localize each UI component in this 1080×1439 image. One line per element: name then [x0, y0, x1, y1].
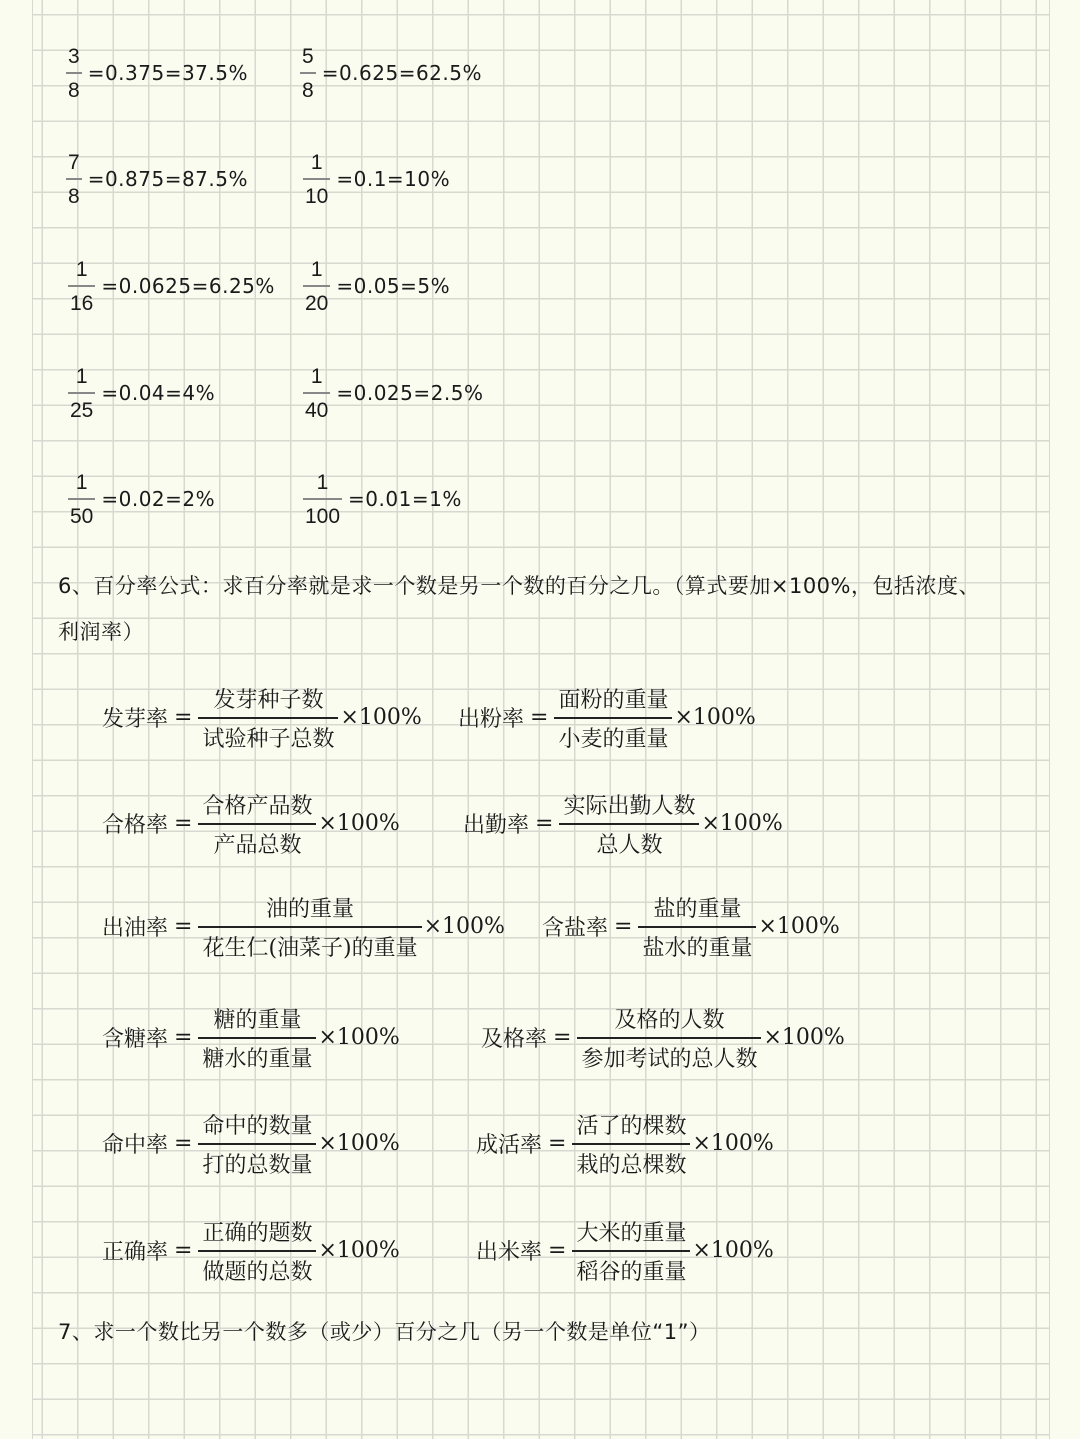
- formula-name: 出米率: [476, 1240, 543, 1266]
- formula-denominator: 盐水的重量: [642, 935, 753, 961]
- formula: [476, 1109, 774, 1179]
- fraction-numerator: 1: [75, 258, 88, 281]
- fraction-equation: =0.05=5%: [336, 274, 451, 299]
- formula-fraction: [572, 1216, 690, 1286]
- fraction: [303, 152, 330, 207]
- formula-name: 出粉率: [458, 707, 525, 733]
- equals-sign: =: [174, 705, 193, 731]
- formula-numerator: 正确的题数: [202, 1221, 313, 1246]
- fraction-numerator: 1: [310, 365, 323, 388]
- formula-numerator: 发芽种子数: [213, 688, 324, 713]
- formula-name: 及格率: [481, 1027, 548, 1053]
- fraction-item: [303, 366, 483, 421]
- formula-denominator: 做题的总数: [202, 1259, 313, 1285]
- fraction: [68, 259, 95, 314]
- formula-name: 命中率: [102, 1133, 169, 1159]
- times-100-percent: ×100%: [318, 811, 400, 837]
- equals-sign: =: [530, 705, 549, 731]
- fraction-denominator: 8: [68, 184, 80, 208]
- formula-name: 合格率: [102, 813, 169, 839]
- formula: [542, 892, 840, 962]
- equals-sign: =: [548, 1238, 567, 1264]
- fraction-item: [68, 472, 215, 527]
- fraction-equation: =0.875=87.5%: [87, 167, 248, 192]
- formula: [476, 1216, 774, 1286]
- formula-name: 出勤率: [463, 813, 530, 839]
- fraction-item: [68, 366, 215, 421]
- formula-numerator: 大米的重量: [576, 1221, 687, 1246]
- fraction-numerator: 1: [310, 151, 323, 174]
- fraction-numerator: 1: [75, 365, 88, 388]
- formula-fraction: [559, 789, 699, 859]
- formula-denominator: 打的总数量: [202, 1152, 313, 1178]
- times-100-percent: ×100%: [318, 1131, 400, 1157]
- formula-denominator: 产品总数: [213, 832, 302, 858]
- formula-denominator: 试验种子总数: [202, 726, 335, 752]
- fraction: [68, 472, 95, 527]
- formula: [102, 1216, 400, 1286]
- fraction-item: [66, 152, 248, 207]
- fraction-item: [303, 152, 450, 207]
- equals-sign: =: [535, 811, 554, 837]
- section-7-heading: 7、求一个数比另一个数多（或少）百分之几（另一个数是单位“1”）: [58, 1320, 711, 1344]
- equals-sign: =: [548, 1131, 567, 1157]
- fraction-numerator: 1: [75, 471, 88, 494]
- fraction: [303, 259, 330, 314]
- fraction-equation: =0.04=4%: [101, 381, 216, 406]
- times-100-percent: ×100%: [758, 914, 840, 940]
- formula-denominator: 花生仁(油菜子)的重量: [202, 935, 418, 961]
- formula-fraction: [572, 1109, 690, 1179]
- fraction: [300, 46, 316, 101]
- formula-fraction: [577, 1003, 761, 1073]
- formula: [102, 1003, 400, 1073]
- times-100-percent: ×100%: [423, 914, 505, 940]
- fraction-equation: =0.1=10%: [336, 167, 451, 192]
- formula-numerator: 面粉的重量: [558, 688, 669, 713]
- formula-numerator: 及格的人数: [614, 1008, 725, 1033]
- formula: [463, 789, 783, 859]
- fraction-equation: =0.625=62.5%: [321, 61, 482, 86]
- formula: [481, 1003, 845, 1073]
- fraction-denominator: 8: [68, 78, 80, 102]
- fraction-item: [66, 46, 248, 101]
- fraction-numerator: 7: [68, 151, 80, 174]
- times-100-percent: ×100%: [318, 1025, 400, 1051]
- formula-fraction: [638, 892, 756, 962]
- formula-denominator: 参加考试的总人数: [581, 1046, 758, 1072]
- equals-sign: =: [174, 1131, 193, 1157]
- formula: [102, 683, 422, 753]
- formula-numerator: 盐的重量: [653, 897, 742, 922]
- times-100-percent: ×100%: [674, 705, 756, 731]
- formula-numerator: 活了的棵数: [576, 1114, 687, 1139]
- formula-name: 含糖率: [102, 1027, 169, 1053]
- section-6-heading: 6、百分率公式：求百分率就是求一个数是另一个数的百分之几。（算式要加×100%，包括浓度、: [58, 574, 980, 598]
- formula-name: 正确率: [102, 1240, 169, 1266]
- fraction-equation: =0.02=2%: [101, 487, 216, 512]
- fraction-denominator: 10: [305, 184, 329, 208]
- formula-numerator: 糖的重量: [213, 1008, 302, 1033]
- formula-name: 成活率: [476, 1133, 543, 1159]
- formula-numerator: 油的重量: [266, 897, 355, 922]
- formula: [102, 1109, 400, 1179]
- times-100-percent: ×100%: [763, 1025, 845, 1051]
- equals-sign: =: [174, 914, 193, 940]
- equals-sign: =: [614, 914, 633, 940]
- fraction: [68, 366, 95, 421]
- formula-denominator: 栽的总棵数: [576, 1152, 687, 1178]
- fraction: [66, 46, 82, 101]
- fraction: [66, 152, 82, 207]
- fraction: [303, 366, 330, 421]
- equals-sign: =: [174, 811, 193, 837]
- equals-sign: =: [553, 1025, 572, 1051]
- formula-fraction: [198, 1216, 316, 1286]
- times-100-percent: ×100%: [692, 1238, 774, 1264]
- equals-sign: =: [174, 1025, 193, 1051]
- times-100-percent: ×100%: [340, 705, 422, 731]
- fraction-denominator: 50: [70, 504, 94, 528]
- fraction-denominator: 16: [70, 291, 94, 315]
- fraction-numerator: 3: [68, 45, 80, 68]
- formula-name: 含盐率: [542, 916, 609, 942]
- fraction-item: [300, 46, 482, 101]
- formula-name: 出油率: [102, 916, 169, 942]
- fraction-numerator: 5: [302, 45, 314, 68]
- fraction-equation: =0.01=1%: [348, 487, 462, 512]
- formula-fraction: [554, 683, 672, 753]
- formula: [102, 789, 400, 859]
- times-100-percent: ×100%: [701, 811, 783, 837]
- formula-numerator: 实际出勤人数: [563, 794, 696, 819]
- formula-fraction: [198, 1003, 316, 1073]
- formula-numerator: 命中的数量: [202, 1114, 313, 1139]
- page-margin-right: [1049, 0, 1080, 1439]
- formula-name: 发芽率: [102, 707, 169, 733]
- formula-denominator: 糖水的重量: [202, 1046, 313, 1072]
- fraction: [303, 472, 342, 527]
- fraction-numerator: 1: [310, 258, 323, 281]
- fraction-denominator: 25: [70, 398, 94, 422]
- fraction-item: [68, 259, 275, 314]
- formula-denominator: 小麦的重量: [558, 726, 669, 752]
- fraction-denominator: 8: [302, 78, 314, 102]
- formula-fraction: [198, 892, 421, 962]
- times-100-percent: ×100%: [318, 1238, 400, 1264]
- formula-numerator: 合格产品数: [202, 794, 313, 819]
- formula: [458, 683, 756, 753]
- section-6-heading-cont: 利润率）: [58, 620, 144, 644]
- fraction-denominator: 20: [305, 291, 329, 315]
- fraction-equation: =0.025=2.5%: [336, 381, 484, 406]
- fraction-item: [303, 472, 462, 527]
- equals-sign: =: [174, 1238, 193, 1264]
- fraction-denominator: 40: [305, 398, 329, 422]
- formula-denominator: 稻谷的重量: [576, 1259, 687, 1285]
- formula-fraction: [198, 1109, 316, 1179]
- formula: [102, 892, 505, 962]
- fraction-equation: =0.0625=6.25%: [101, 274, 275, 299]
- fraction-item: [303, 259, 450, 314]
- times-100-percent: ×100%: [692, 1131, 774, 1157]
- fraction-denominator: 100: [305, 504, 341, 528]
- fraction-numerator: 1: [316, 471, 329, 494]
- formula-denominator: 总人数: [596, 832, 663, 858]
- formula-fraction: [198, 683, 338, 753]
- fraction-equation: =0.375=37.5%: [87, 61, 248, 86]
- page-margin-left: [0, 0, 33, 1439]
- formula-fraction: [198, 789, 316, 859]
